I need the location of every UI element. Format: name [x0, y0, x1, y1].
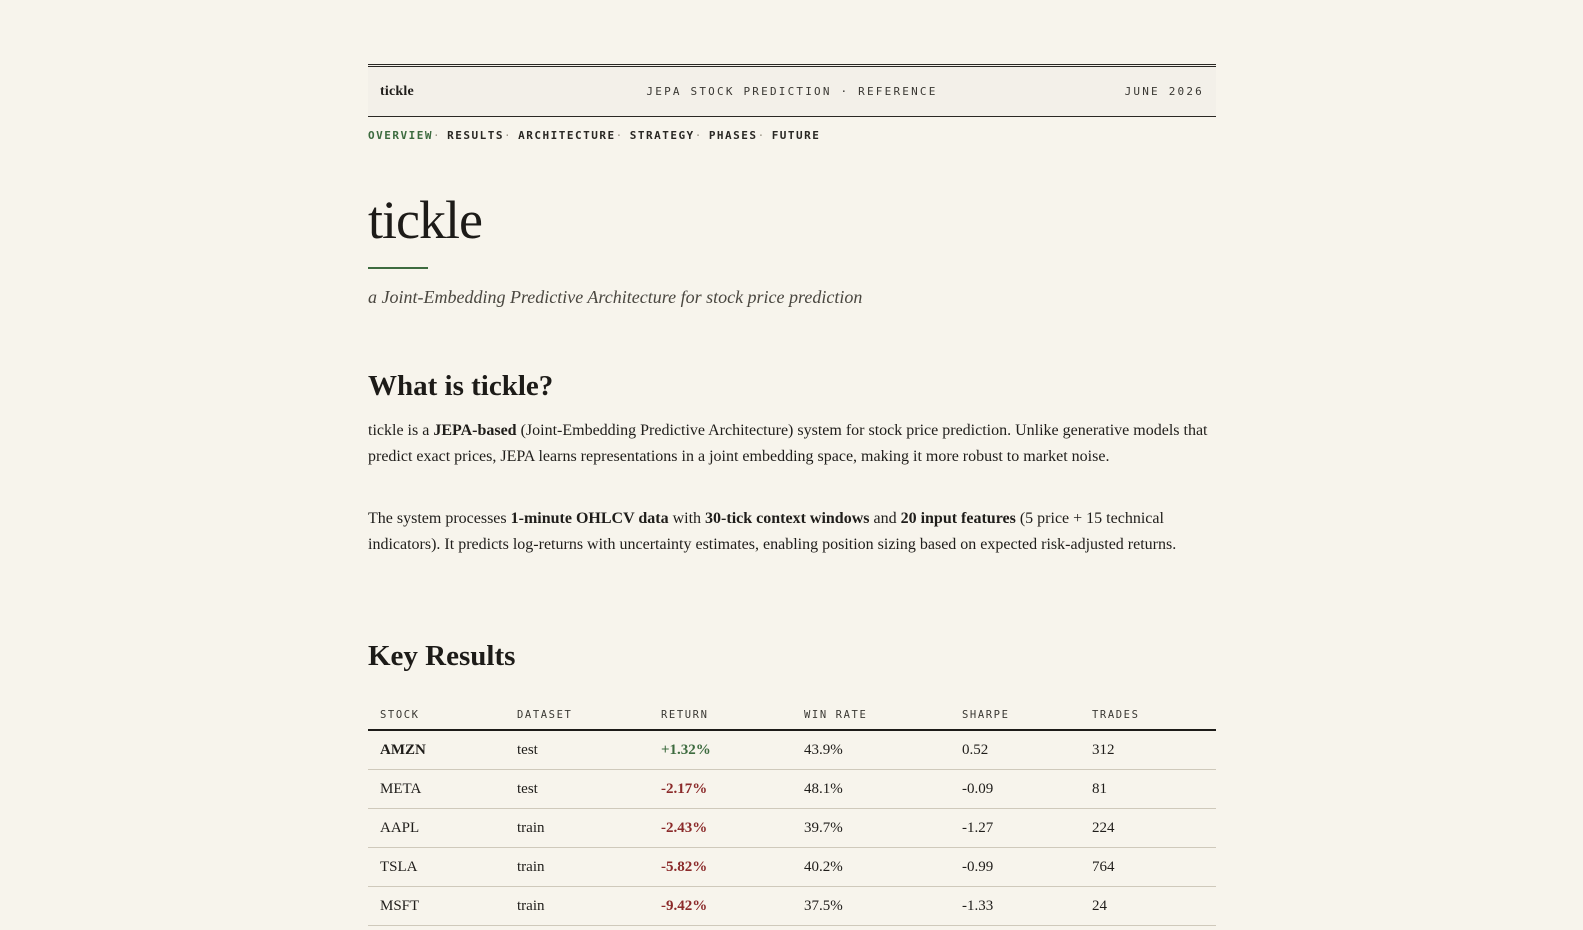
- title-underline: [368, 267, 428, 269]
- column-header-stock: STOCK: [368, 700, 505, 730]
- column-header-sharpe: SHARPE: [950, 700, 1080, 730]
- cell-sharpe: 0.52: [950, 730, 1080, 770]
- header-subtitle: JEPA STOCK PREDICTION · REFERENCE: [646, 85, 938, 98]
- column-header-win-rate: WIN RATE: [792, 700, 950, 730]
- nav-item-strategy[interactable]: STRATEGY: [629, 129, 695, 142]
- cell-sharpe: -0.99: [950, 848, 1080, 887]
- cell-dataset: test: [505, 730, 649, 770]
- nav-separator: ·: [694, 129, 703, 142]
- cell-dataset: train: [505, 887, 649, 926]
- brand-name[interactable]: tickle: [380, 83, 414, 99]
- nav-separator: ·: [432, 129, 442, 142]
- table-header-row: [368, 700, 1216, 730]
- cell-win-rate: 39.7%: [792, 809, 950, 848]
- cell-win-rate: 43.9%: [792, 730, 950, 770]
- emphasis-features: 20 input features: [900, 510, 1016, 527]
- what-paragraph-1: [368, 418, 1216, 469]
- cell-sharpe: -0.09: [950, 770, 1080, 809]
- cell-trades: 224: [1080, 809, 1216, 848]
- cell-return: -9.42%: [649, 887, 792, 926]
- table-row: [368, 770, 1216, 809]
- nav-item-overview[interactable]: OVERVIEW: [368, 129, 433, 142]
- text-span: The system processes: [368, 510, 511, 527]
- text-span: (Joint-Embedding Predictive Architecture) system for stock price prediction. Unlike generative models that predict exact prices, JEPA learns representations in a joint embedding space, making it more robust to market noise.: [368, 422, 1208, 465]
- column-header-return: RETURN: [649, 700, 792, 730]
- cell-stock: TSLA: [368, 848, 505, 887]
- cell-dataset: test: [505, 770, 649, 809]
- section-heading-results: Key Results: [368, 640, 516, 672]
- page-subtitle: a Joint-Embedding Predictive Architecture for stock price prediction: [368, 287, 863, 307]
- text-span: with: [668, 510, 706, 527]
- table-row: [368, 848, 1216, 887]
- column-header-dataset: DATASET: [505, 700, 649, 730]
- cell-return: -2.43%: [649, 809, 792, 848]
- nav-separator: ·: [757, 129, 766, 142]
- column-header-trades: TRADES: [1080, 700, 1216, 730]
- nav-item-architecture[interactable]: ARCHITECTURE: [518, 129, 616, 142]
- cell-trades: 312: [1080, 730, 1216, 770]
- nav-separator: ·: [615, 129, 624, 142]
- cell-stock: MSFT: [368, 887, 505, 926]
- cell-dataset: train: [505, 848, 649, 887]
- cell-dataset: train: [505, 809, 649, 848]
- text-span: (5 price + 15 technical indicators). It predicts log-returns with uncertainty estimates, enabling position sizing based on expected risk-adjusted returns.: [368, 510, 1177, 553]
- nav-separator: ·: [503, 129, 513, 142]
- results-table: [368, 700, 1216, 926]
- cell-sharpe: -1.33: [950, 887, 1080, 926]
- text-span: and: [869, 510, 901, 527]
- cell-sharpe: -1.27: [950, 809, 1080, 848]
- section-heading-what: What is tickle?: [368, 370, 554, 402]
- nav-item-results[interactable]: RESULTS: [447, 129, 504, 142]
- section-nav: [368, 129, 820, 142]
- cell-trades: 24: [1080, 887, 1216, 926]
- cell-stock: AAPL: [368, 809, 505, 848]
- table-row: [368, 730, 1216, 770]
- header-date: JUNE 2026: [1124, 85, 1204, 98]
- page-title: tickle: [368, 190, 482, 250]
- cell-stock: META: [368, 770, 505, 809]
- cell-return: -2.17%: [649, 770, 792, 809]
- emphasis-data: 1-minute OHLCV data: [510, 510, 669, 527]
- nav-item-phases[interactable]: PHASES: [708, 129, 758, 142]
- emphasis-jepa: JEPA-based: [433, 422, 517, 439]
- table-row: [368, 809, 1216, 848]
- table-row: [368, 887, 1216, 926]
- cell-win-rate: 37.5%: [792, 887, 950, 926]
- cell-win-rate: 40.2%: [792, 848, 950, 887]
- cell-win-rate: 48.1%: [792, 770, 950, 809]
- cell-trades: 764: [1080, 848, 1216, 887]
- top-header-bar: [368, 64, 1216, 117]
- cell-return: -5.82%: [649, 848, 792, 887]
- emphasis-context: 30-tick context windows: [705, 510, 870, 527]
- text-span: tickle is a: [368, 422, 434, 439]
- what-paragraph-2: [368, 506, 1216, 557]
- cell-stock: AMZN: [368, 730, 505, 770]
- cell-return: +1.32%: [649, 730, 792, 770]
- nav-item-future[interactable]: FUTURE: [771, 129, 821, 142]
- cell-trades: 81: [1080, 770, 1216, 809]
